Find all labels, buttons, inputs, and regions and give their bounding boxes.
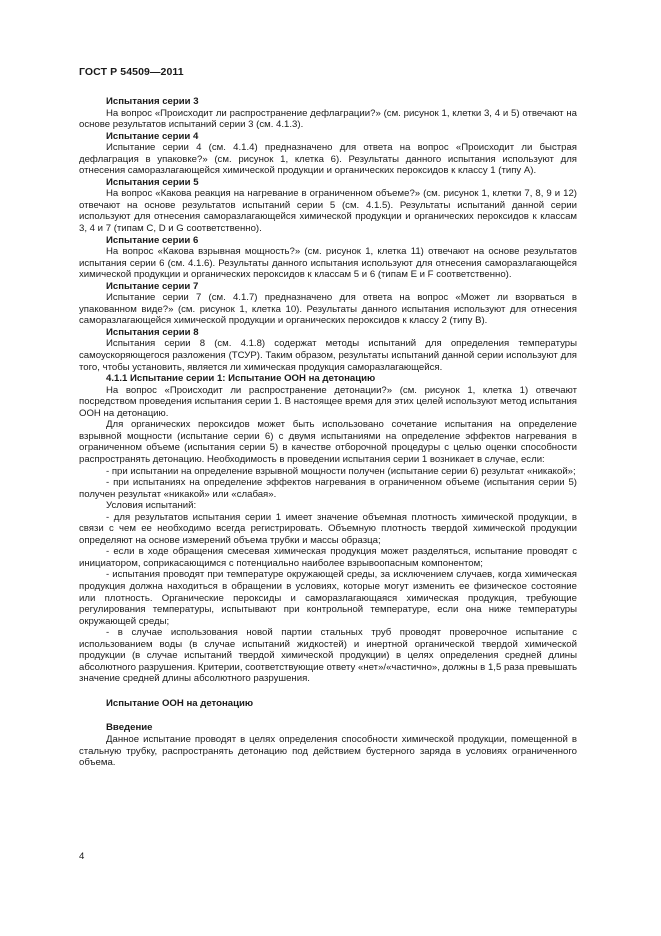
standard-header: ГОСТ Р 54509—2011: [79, 66, 184, 78]
paragraph: Испытание серии 4 (см. 4.1.4) предназначено для ответа на вопрос «Происходит ли быстрая дефлаграция в упаковке?» (см. рисунок 1, клетка 6). Результаты данного испытания используют для отнесения саморазлагающейся химической продукции и органических пероксидов к классу 1 (типу А).: [79, 142, 577, 177]
paragraph: - при испытании на определение взрывной мощности получен (испытание серии 6) результат «никакой»;: [106, 465, 576, 477]
section-heading: Испытание серии 7: [106, 280, 199, 292]
section-heading: Испытания серии 5: [106, 176, 199, 188]
paragraph: Для органических пероксидов может быть использовано сочетание испытания на определение взрывной мощности (испытание серии 6) с двумя испытаниями на определение эффектов нагревания в ограниченном объеме (испытания серии 5) в качестве отборочной процедуры с целью оценки способности распространять детонацию. Необходимость в проведении испытания серии 1 возникает в случае, если:: [79, 419, 577, 465]
section-heading: Испытания серии 3: [106, 96, 199, 107]
paragraph: На вопрос «Происходит ли распространение детонации?» (см. рисунок 1, клетка 1) отвечают посредством проведения испытания серии 1. В настоящее время для этих целей используют метод испытания ООН на детонацию.: [79, 384, 577, 419]
paragraph: На вопрос «Происходит ли распространение дефлаграции?» (см. рисунок 1, клетки 3, 4 и 5) отвечают на основе результатов испытаний серии 3 (см. 4.1.3).: [79, 107, 577, 131]
document-body: [79, 96, 577, 769]
section-heading: Испытание ООН на детонацию: [106, 697, 254, 709]
page-number: 4: [79, 851, 85, 862]
paragraph: Данное испытание проводят в целях определения способности химической продукции, помещенной в стальную трубку, распространять детонацию под действием бустерного заряда в условиях ограниченного объема.: [79, 733, 577, 769]
paragraph: Испытание серии 7 (см. 4.1.7) предназначено для ответа на вопрос «Может ли взорваться в упакованном виде?» (см. рисунок 1, клетка 10). Результаты данного испытания используют для отнесения саморазлагающейся химической продукции и органических пероксидов к классу 2 (типу В).: [79, 292, 577, 327]
paragraph: - если в ходе обращения смесевая химическая продукция может разделяться, испытание проводят с инициатором, соприкасающимся с потенциально наиболее взрывоопасным компонентом;: [79, 546, 577, 569]
paragraph: - в случае использования новой партии стальных труб проводят проверочное испытание с использованием воды (в случае испытаний жидкостей) и инертной органической твердой химической продукции (в случае испытаний твердой химической продукции) в целях определения средней длины абсолютного разрушения. Критерии, соответствующие ответу «нет»/«частично», должны в 1,5 раза превышать значение средней длины абсолютного разрушения.: [79, 627, 577, 685]
section-heading: Испытание серии 4: [106, 130, 199, 142]
paragraph: Испытания серии 8 (см. 4.1.8) содержат методы испытаний для определения температуры самоускоряющегося разложения (ТСУР). Таким образом, результаты испытаний данной серии используют для того, чтобы установить, является ли химическая продукция саморазлагающейся.: [79, 338, 577, 373]
paragraph: Условия испытаний:: [106, 500, 197, 512]
paragraph: - при испытаниях на определение эффектов нагревания в ограниченном объеме (испытания серии 5) получен результат «никакой» или «слабая».: [79, 477, 577, 500]
section-heading: Испытания серии 8: [106, 326, 199, 338]
paragraph: - испытания проводят при температуре окружающей среды, за исключением случаев, когда химическая продукция должна находиться в обращении в условиях, которые могут изменить ее физическое состояние или плотность. Органические пероксиды и саморазлагающаяся химическая продукция, требующие регулирования температуры, испытывают при контрольной температуре, если она ниже температуры окружающей среды;: [79, 569, 577, 627]
paragraph: На вопрос «Какова взрывная мощность?» (см. рисунок 1, клетка 11) отвечают на основе результатов испытания серии 6 (см. 4.1.6). Результаты данного испытания используют для отнесения саморазлагающейся химической продукции и органических пероксидов к классам 5 и 6 (типам Е и F соответственно).: [79, 246, 577, 281]
paragraph: - для результатов испытания серии 1 имеет значение объемная плотность химической продукции, в связи с чем ее необходимо всегда регистрировать. Объемную плотность твердой химической продукции определяют на основе измерений объема трубки и массы образца;: [79, 511, 577, 546]
section-heading: Введение: [106, 722, 153, 734]
section-heading: Испытание серии 6: [106, 234, 199, 246]
paragraph: На вопрос «Какова реакция на нагревание в ограниченном объеме?» (см. рисунок 1, клетки 7, 8, 9 и 12) отвечают на основе результатов испытаний серии 5 (см. 4.1.5). Результаты испытаний данной серии используют для отнесения саморазлагающейся химической продукции и органических пероксидов к классам 3, 4 и 7 (типам С, D и G соответственно).: [79, 188, 577, 235]
section-heading: 4.1.1 Испытание серии 1: Испытание ООН на детонацию: [106, 373, 376, 385]
